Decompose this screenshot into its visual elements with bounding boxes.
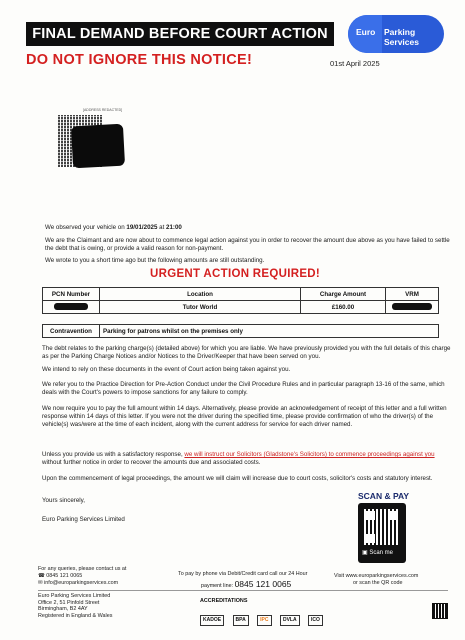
solicitors-start: Unless you provide us with a satisfactory response, xyxy=(42,451,183,458)
accreditations-label: ACCREDITATIONS xyxy=(200,598,248,604)
footer-visit[interactable]: Visit www.europarkingservices.com xyxy=(334,573,419,579)
paragraph-pay-full-amount: We now require you to pay the full amount within 14 days. Alternatively, please provide an acknowledgement of receipt of this letter and a full written response within 14 days of this letter. If you were not the driver during the specified time, please provide confirmation of who the driver(s) of the vehicle(s) was/were at the time of each incident, along with the current address for service for each driver named. xyxy=(42,405,447,428)
footer-pay-text: To pay by phone via Debit/Credit card call our 24 Hour xyxy=(178,571,308,577)
vrm-redacted xyxy=(386,301,439,314)
solicitors-link[interactable]: we will instruct our Solicitors (Gladstone's Solicitors) to commence proceedings against you xyxy=(184,451,435,458)
logo-word-parking: Parking Services xyxy=(384,27,419,47)
vrm-redaction xyxy=(392,303,432,310)
redacted-address xyxy=(71,124,125,169)
euro-parking-logo xyxy=(348,15,444,53)
logo-word-euro: Euro xyxy=(356,27,376,37)
footer-small-qr xyxy=(432,603,448,619)
footer-registration: Registered in England & Wales xyxy=(38,612,113,619)
payment-qr-code[interactable] xyxy=(358,503,406,563)
intro-paragraph-1: We are the Claimant and are now about to commence legal action against you in order to recover the amount due above as you have failed to settle the debt that is owing, or provide a valid reason for non-payment. xyxy=(45,237,450,252)
paragraph-legal-proceedings: Upon the commencement of legal proceedings, the amount we will claim will increase due to court costs, solicitor's costs and statutory interest. xyxy=(42,475,433,482)
observed-date: 19/01/2025 xyxy=(126,224,158,231)
paragraph-intend-to-rely: We intend to rely on these documents in the event of Court action being taken against you. xyxy=(42,366,291,373)
payment-line-number: 0845 121 0065 xyxy=(234,579,292,589)
scan-me-label: ▣ Scan me xyxy=(362,550,394,556)
contravention-label: Contravention xyxy=(43,325,100,338)
paragraph-debt-relates: The debt relates to the parking charge(s) (detailed above) for which you are liable. We have previously provided you with the full details of this charge as per the Parking Charge Notices and/or Notices to the Driver/Keeper that have been served on you. xyxy=(42,345,451,360)
charge-table-row xyxy=(43,301,439,314)
do-not-ignore-notice: DO NOT IGNORE THIS NOTICE! xyxy=(26,52,253,68)
location-cell: Tutor World xyxy=(100,301,301,314)
accreditation-logo: IPC xyxy=(257,615,271,626)
observed-time: 21:00 xyxy=(166,224,182,231)
charge-amount-cell: £160.00 xyxy=(301,301,386,314)
charge-table xyxy=(42,287,439,314)
accreditation-logo: KADOE xyxy=(200,615,224,626)
footer-queries: For any queries, please contact us at xyxy=(38,566,127,572)
solicitors-end: without further notice in order to recover the amounts due and associated costs. xyxy=(42,458,261,466)
pcn-number-redacted xyxy=(43,301,100,314)
signature-company: Euro Parking Services Limited xyxy=(42,516,125,523)
contravention-text: Parking for patrons whilst on the premises only xyxy=(100,325,439,338)
contravention-row xyxy=(43,325,439,338)
accreditation-logo: DVLA xyxy=(280,615,300,626)
footer-email xyxy=(38,580,118,587)
observed-at: at xyxy=(159,224,165,231)
paragraph-practice-direction: We refer you to the Practice Direction for Pre-Action Conduct under the Civil Procedure Rules and in particular paragraph 13-16 of the same, which deals with the Court's powers to impose sanctions for any failure to comply. xyxy=(42,381,445,396)
scan-me-text: Scan me xyxy=(369,550,394,556)
accreditation-logos xyxy=(200,608,327,626)
accreditation-logo: BPA xyxy=(233,615,249,626)
footer-address-line-2: Birmingham, B2 4AY xyxy=(38,606,88,613)
contravention-table xyxy=(42,324,439,338)
col-charge-amount: Charge Amount xyxy=(301,288,386,301)
footer-payment-line xyxy=(201,579,291,589)
footer-divider xyxy=(38,590,448,591)
qr-pattern xyxy=(364,509,400,545)
footer-address-line-1: Office 2, 51 Pinfold Street xyxy=(38,599,100,606)
footer-or-scan: or scan the QR code xyxy=(353,580,403,586)
letter-date: 01st April 2025 xyxy=(330,59,380,68)
accreditation-logo: ICO xyxy=(308,615,323,626)
footer-company-name: Euro Parking Services Limited xyxy=(38,593,111,599)
payment-line-label: payment line: xyxy=(201,583,234,589)
col-location: Location xyxy=(100,288,301,301)
charge-table-header-row xyxy=(43,288,439,301)
urgent-action-heading: URGENT ACTION REQUIRED! xyxy=(150,268,321,280)
footer-email-address[interactable]: info@europarkingservices.com xyxy=(44,580,119,586)
final-demand-banner: FINAL DEMAND BEFORE COURT ACTION xyxy=(26,22,334,46)
phone-icon: ☎ xyxy=(38,573,45,579)
observed-line xyxy=(45,224,450,232)
scan-and-pay-heading: SCAN & PAY xyxy=(358,491,410,501)
footer-phone xyxy=(38,573,82,580)
col-pcn-number: PCN Number xyxy=(43,288,100,301)
col-vrm: VRM xyxy=(386,288,439,301)
paragraph-solicitors xyxy=(42,451,452,467)
recipient-address-hint: [ADDRESS REDACTED] xyxy=(83,108,123,112)
pcn-redaction xyxy=(54,303,88,310)
footer-company-block xyxy=(38,593,112,619)
footer-phone-number: 0845 121 0065 xyxy=(46,573,83,579)
closing-salutation: Yours sincerely, xyxy=(42,497,85,504)
intro-paragraph-2: We wrote to you a short time ago but the following amounts are still outstanding. xyxy=(45,257,265,264)
email-icon: ✉ xyxy=(38,580,43,586)
observed-prefix: We observed your vehicle on xyxy=(45,224,125,231)
